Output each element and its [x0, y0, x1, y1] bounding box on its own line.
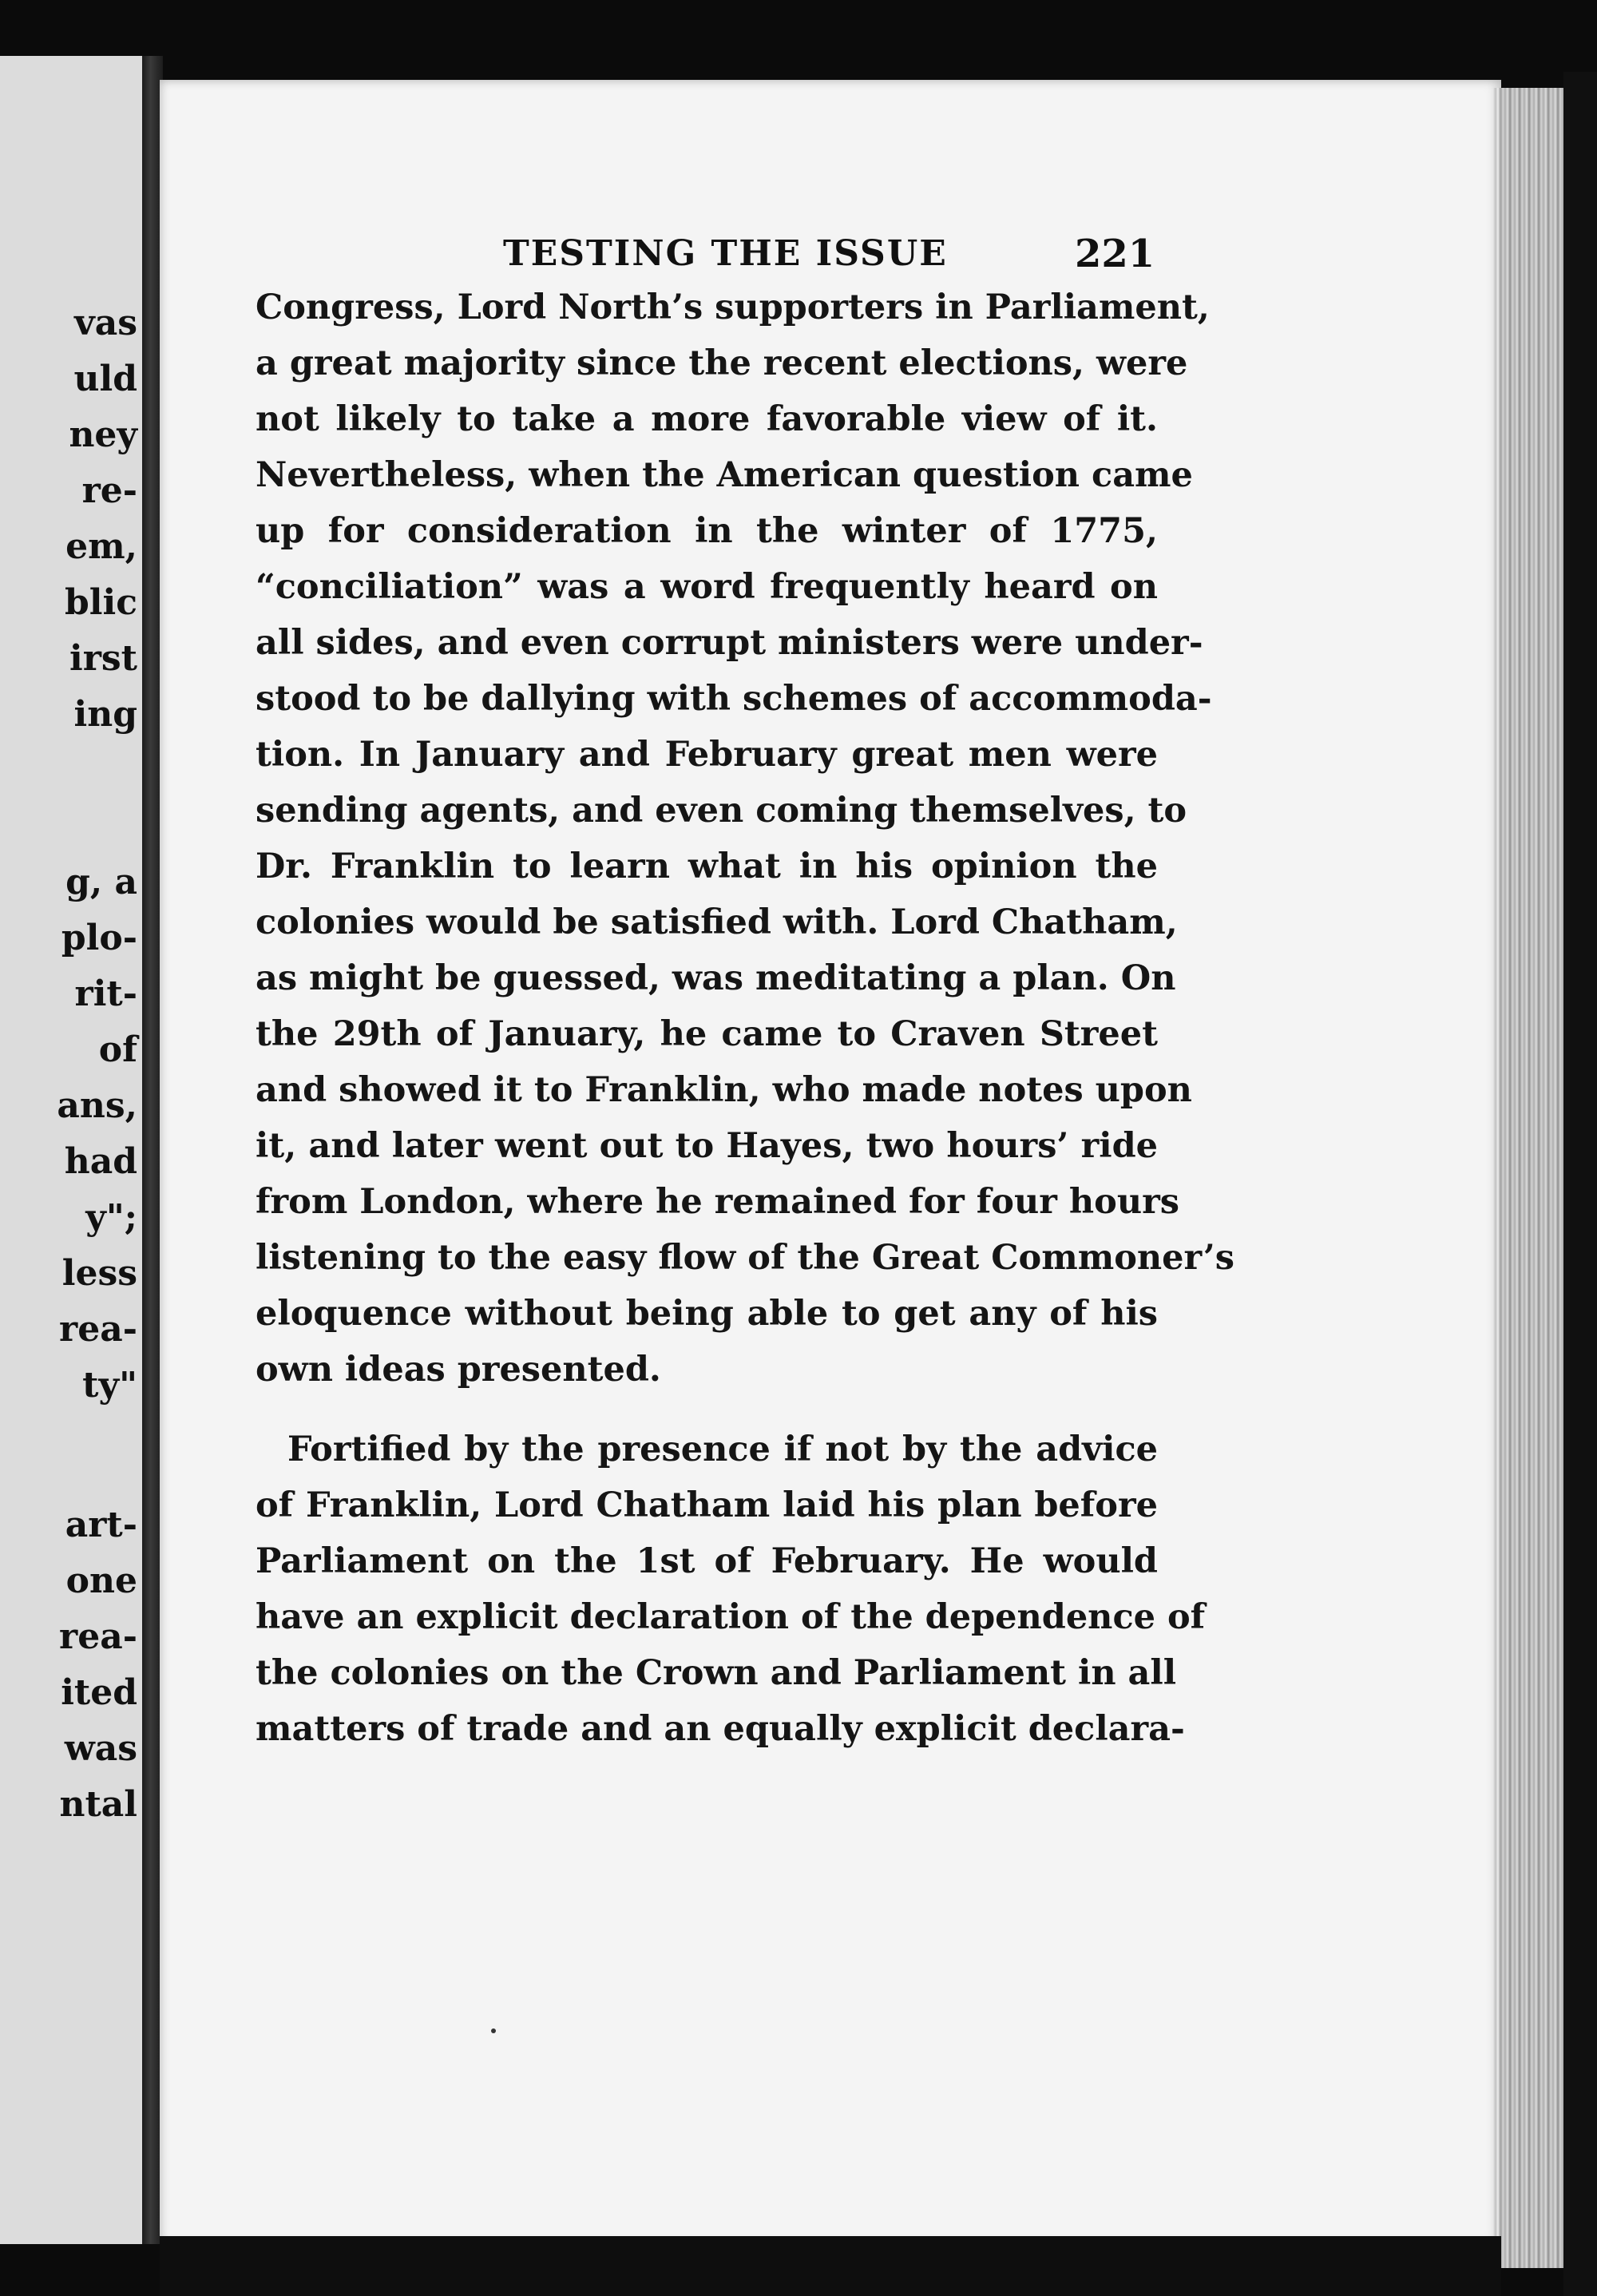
left-page-line: plo- — [61, 918, 137, 958]
text-line: as might be guessed, was meditating a plan. On — [256, 958, 1176, 998]
text-line: all sides, and even corrupt ministers were under- — [256, 623, 1203, 663]
text-line: sending agents, and even coming themselves, to — [256, 791, 1187, 831]
text-line: listening to the easy flow of the Great Commoner’s — [256, 1238, 1234, 1278]
text-line: the colonies on the Crown and Parliament in all — [256, 1653, 1177, 1693]
left-page-line: art- — [65, 1505, 137, 1545]
left-page-line: uld — [73, 359, 137, 399]
text-line: of Franklin, Lord Chatham laid his plan before — [256, 1485, 1158, 1525]
previous-page-edge — [0, 56, 142, 2244]
text-line: Fortified by the presence if not by the advice — [287, 1430, 1158, 1469]
text-line: colonies would be satisfied with. Lord Chatham, — [256, 902, 1178, 942]
text-line: tion. In January and February great men were — [256, 735, 1158, 775]
left-page-line: one — [65, 1560, 137, 1601]
text-line: not likely to take a more favorable view of it. — [256, 399, 1158, 439]
left-page-line: ited — [61, 1672, 137, 1713]
text-line: Nevertheless, when the American question came — [256, 455, 1193, 495]
text-line: a great majority since the recent elections, were — [256, 343, 1188, 383]
text-line: “conciliation” was a word frequently heard on — [256, 567, 1158, 607]
text-line: own ideas presented. — [256, 1350, 661, 1390]
left-page-line: vas — [74, 303, 137, 343]
left-page-line: ans, — [57, 1085, 137, 1126]
left-page-line: re- — [81, 470, 137, 511]
left-page-line: em, — [65, 526, 137, 567]
text-line: the 29th of January, he came to Craven Street — [256, 1014, 1158, 1054]
left-page-line: ty" — [82, 1365, 137, 1406]
text-line: from London, where he remained for four hours — [256, 1182, 1179, 1222]
left-page-line: less — [61, 1253, 137, 1294]
background-edge — [1563, 72, 1597, 2296]
left-page-line: of — [98, 1029, 137, 1070]
text-line: matters of trade and an equally explicit declara- — [256, 1709, 1185, 1749]
bottom-shadow — [160, 2236, 1501, 2296]
left-page-line: ing — [73, 694, 137, 735]
left-page-line: rit- — [74, 974, 137, 1014]
page-number: 221 — [1075, 232, 1155, 276]
text-line: Dr. Franklin to learn what in his opinion the — [256, 847, 1158, 886]
left-page-line: had — [64, 1141, 137, 1182]
running-head: TESTING THE ISSUE — [503, 233, 948, 274]
left-page-line: rea- — [59, 1309, 137, 1350]
text-line: eloquence without being able to get any of his — [256, 1294, 1158, 1334]
left-page-line: ney — [69, 414, 137, 455]
left-page-line: y"; — [85, 1197, 137, 1238]
text-line: and showed it to Franklin, who made notes upon — [256, 1070, 1192, 1110]
left-page-line: g, a — [65, 862, 137, 902]
text-line: stood to be dallying with schemes of accommoda- — [256, 679, 1212, 719]
text-line: up for consideration in the winter of 1775, — [256, 511, 1158, 551]
left-page-line: was — [64, 1728, 137, 1769]
left-page-line: irst — [69, 638, 137, 679]
page-fore-edge — [1493, 88, 1565, 2268]
text-line: have an explicit declaration of the dependence of — [256, 1597, 1206, 1637]
ink-speck — [491, 2028, 496, 2033]
left-page-line: blic — [65, 582, 137, 623]
left-page-line: ntal — [59, 1784, 137, 1825]
text-line: Parliament on the 1st of February. He would — [256, 1541, 1158, 1581]
text-line: it, and later went out to Hayes, two hours’ ride — [256, 1126, 1158, 1166]
text-line: Congress, Lord North’s supporters in Parliament, — [256, 287, 1210, 327]
left-page-line: rea- — [59, 1616, 137, 1657]
